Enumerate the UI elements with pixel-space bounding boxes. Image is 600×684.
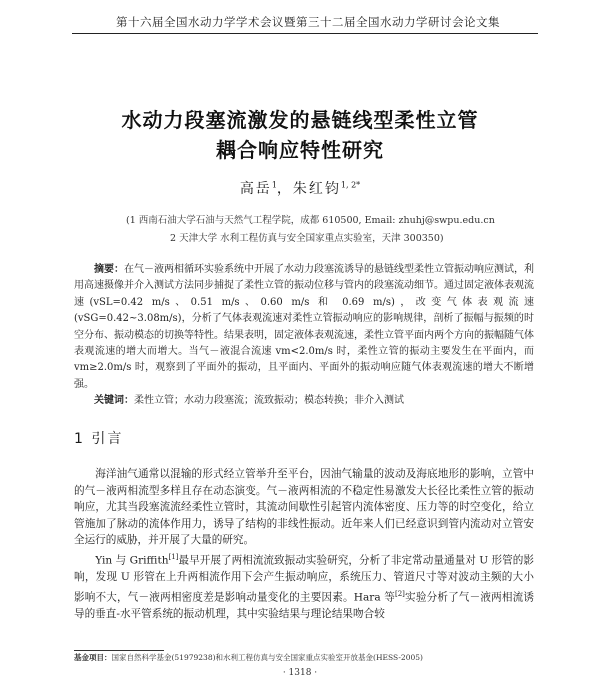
- citation-ref: [1]: [168, 553, 179, 561]
- abstract-label: 摘要：: [94, 264, 124, 275]
- author-separator: ，: [276, 181, 293, 197]
- funding-footnote: [74, 652, 534, 663]
- citation-ref: [2]: [394, 589, 405, 598]
- section-title: 引言: [91, 431, 124, 447]
- author-name: 高岳: [239, 181, 272, 197]
- keywords-label: 关键词：: [94, 395, 134, 406]
- footnote-text: 国家自然科学基金(51979238)和水利工程仿真与安全国家重点实验室开放基金(HESS-2005): [111, 653, 423, 662]
- author-list: [100, 178, 500, 198]
- footnote-label: 基金项目：: [74, 653, 112, 662]
- section-number: 1: [74, 431, 85, 447]
- author-name: 朱红钧: [292, 181, 341, 197]
- header-rule: [72, 33, 538, 34]
- running-header: 第十六届全国水动力学学术会议暨第三十二届全国水动力学研讨会论文集: [116, 15, 500, 29]
- paragraph-text: 最早开展了两相流流致振动实验研究，分析了非定常动量通量对 U 形管的影响，发现 U 形管在上升两相流作用下会产生振动响应，系统压力、管道尺寸等对波动主频的大小影响不大，气－液两相密度差是影响动量变化的主要因素。Hara 等: [74, 554, 534, 604]
- author-affil-mark: 1: [271, 180, 277, 190]
- keywords-text: 柔性立管；水动力段塞流；流致振动；模态转换；非介入测试: [134, 395, 404, 406]
- paper-title-line-1: 水动力段塞流激发的悬链线型柔性立管: [121, 108, 479, 132]
- paragraph-text: 实验分析了气－液两相流诱导的垂直-水平管系统的振动机理，其中实验结果与理论结果吻合较: [74, 591, 534, 620]
- author-affil-mark: 1, 2*: [340, 180, 361, 190]
- abstract-text: 在气－液两相循环实验系统中开展了水动力段塞流诱导的悬链线型柔性立管振动响应测试，利用高速摄像并介入测试方法同步捕捉了柔性立管的振动位移与管内的段塞流动细节。通过固定液体表观流速(vSL=0.42 m/s、0.51 m/s、0.60 m/s 和 0.69 m/s)，改变气体表观流速(vSG=0.42~3.08m/s)，分析了气体表观流速对柔性立管振动响应的影响规律，剖析了振幅与振频的时空分布、振动模态的切换等特性。结果表明，固定液体表观流速，柔性立管平面内两个方向的振幅随气体表观流速的增大而增大。当气－液混合流速 vm<2.0m/s 时，柔性立管的振动主要发生在平面内，而 vm≥2.0m/s 时，观察到了平面外的振动，且平面内、平面外的振动响应随气体表观流速的增大不断增强。: [74, 264, 534, 390]
- body-paragraph-1: 海洋油气通常以混输的形式经立管举升至平台，因油气输量的波动及海底地形的影响，立管中的气－液两相流型多样且存在动态演变。气－液两相流的不稳定性易激发大长径比柔性立管的振动响应，尤其当段塞流流经柔性立管时，其流动间歇性引起管内流体密度、压力等的时空变化，给立管施加了脉动的流体作用力，诱导了结构的非线性振动。近年来人们已经意识到管内流动对立管安全运行的威胁，并开展了大量的研究。: [74, 468, 534, 547]
- footnote-rule: [74, 650, 164, 651]
- page-number: · 1318 ·: [282, 668, 318, 678]
- section-heading: [74, 428, 123, 448]
- affiliation-1: (1 西南石油大学石油与天然气工程学院，成都 610500, Email: zhuhj@swpu.edu.cn: [126, 215, 495, 226]
- affiliation-2: 2 天津大学 水利工程仿真与安全国家重点实验室，天津 300350): [170, 233, 444, 244]
- paper-title-line-2: 耦合响应特性研究: [216, 138, 384, 162]
- keywords: [94, 391, 534, 406]
- abstract: [74, 262, 534, 393]
- body-paragraph-2: [74, 549, 534, 622]
- paragraph-text: Yin 与 Griffith: [95, 554, 169, 567]
